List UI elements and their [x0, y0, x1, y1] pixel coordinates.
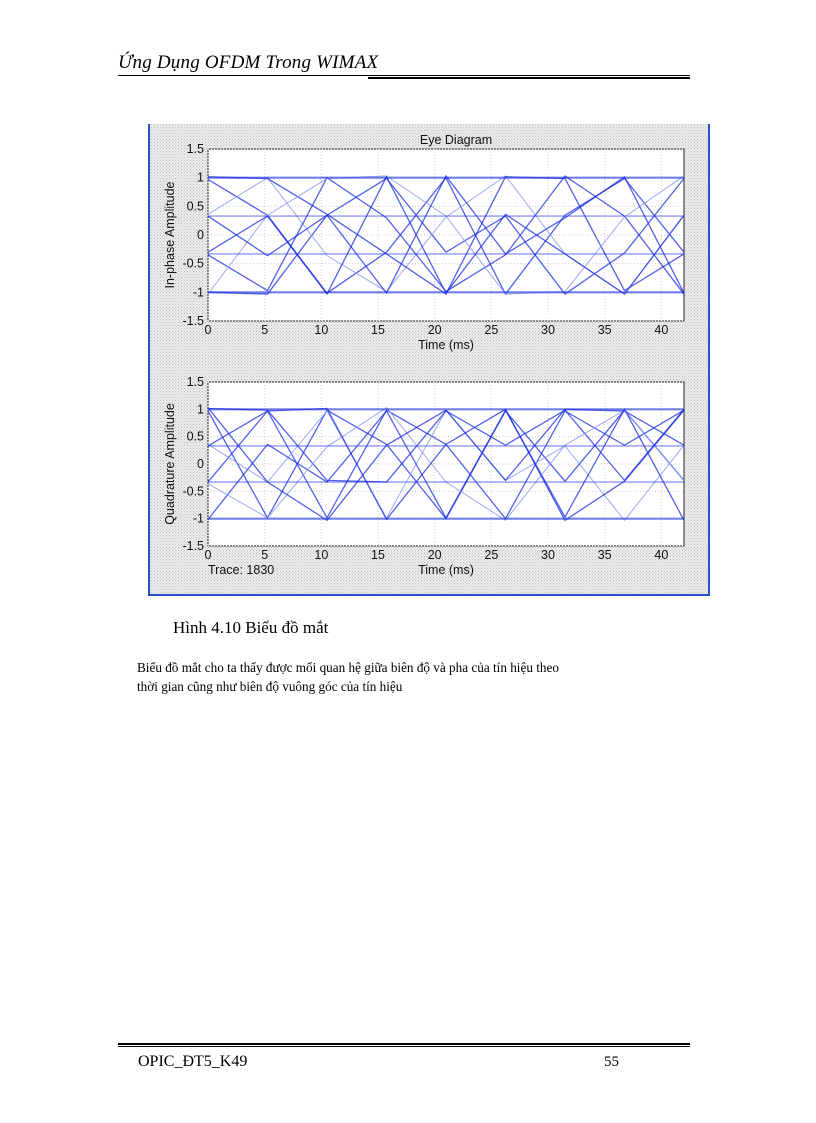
x-tick-label: 30 [541, 323, 555, 337]
x-tick-label: 40 [654, 548, 669, 562]
y-tick-label: -1 [192, 285, 204, 300]
x-tick-label: 25 [484, 548, 499, 562]
y-tick-label: -0.5 [182, 484, 204, 499]
y-tick-label: -1.5 [182, 314, 204, 328]
x-tick-label: 10 [314, 548, 329, 562]
figure-bottom-border [148, 594, 710, 596]
y-tick-label: 1 [197, 402, 204, 417]
y-tick-label: 0 [197, 457, 204, 471]
x-tick-label: 15 [371, 548, 385, 562]
y-tick-label: 1 [197, 170, 204, 185]
eye-diagram-svg [148, 124, 710, 596]
y-tick-label: -1 [192, 511, 204, 526]
x-tick-label: 40 [654, 323, 669, 337]
header-rule-thick [368, 77, 690, 79]
page-header-title: Ứng Dụng OFDM Trong WIMAX [118, 52, 379, 73]
x-tick-label: 0 [204, 323, 212, 337]
body-line-1: Biểu đồ mắt cho ta thấy được mối quan hệ giữa biên độ và pha của tín hiệu theo [137, 660, 559, 675]
x-tick-label: 10 [314, 323, 329, 337]
x-tick-label: 20 [427, 323, 442, 337]
y-tick-label: 0 [197, 228, 204, 242]
x-tick-label: 5 [261, 323, 269, 337]
x-tick-label: 35 [597, 323, 612, 337]
y-axis-label: Quadrature Amplitude [163, 403, 177, 525]
x-tick-label: 25 [484, 323, 499, 337]
body-line-2: thời gian cũng như biên độ vuông góc của tín hiệu [137, 679, 403, 694]
x-tick-label: 30 [541, 548, 555, 562]
y-axis-label: In-phase Amplitude [163, 181, 177, 289]
page-number: 55 [604, 1054, 619, 1070]
y-tick-label: 1.5 [186, 375, 204, 389]
x-axis-label: Time (ms) [418, 563, 474, 577]
x-tick-label: 0 [204, 548, 212, 562]
header-rule [118, 75, 690, 76]
y-tick-label: -0.5 [182, 256, 204, 271]
x-tick-label: 5 [261, 548, 269, 562]
footer-author: OPIC_ĐT5_K49 [138, 1053, 248, 1070]
y-tick-label: 0.5 [186, 199, 204, 214]
x-tick-label: 15 [371, 323, 385, 337]
footer-rule [118, 1046, 690, 1047]
footer-rule-thick [118, 1043, 690, 1045]
chart-title: Eye Diagram [419, 133, 493, 147]
figure-right-border [708, 124, 710, 596]
x-axis-label: Time (ms) [418, 338, 474, 352]
body-paragraph [137, 658, 697, 696]
y-tick-label: -1.5 [182, 539, 204, 553]
figure-left-border [148, 124, 150, 596]
trace-count-label: Trace: 1830 [208, 563, 275, 577]
x-tick-label: 35 [597, 548, 612, 562]
figure-caption: Hình 4.10 Biểu đồ mắt [173, 618, 329, 637]
y-tick-label: 0.5 [186, 429, 204, 444]
x-tick-label: 20 [427, 548, 442, 562]
y-tick-label: 1.5 [186, 142, 204, 156]
eye-diagram-figure [148, 124, 710, 596]
